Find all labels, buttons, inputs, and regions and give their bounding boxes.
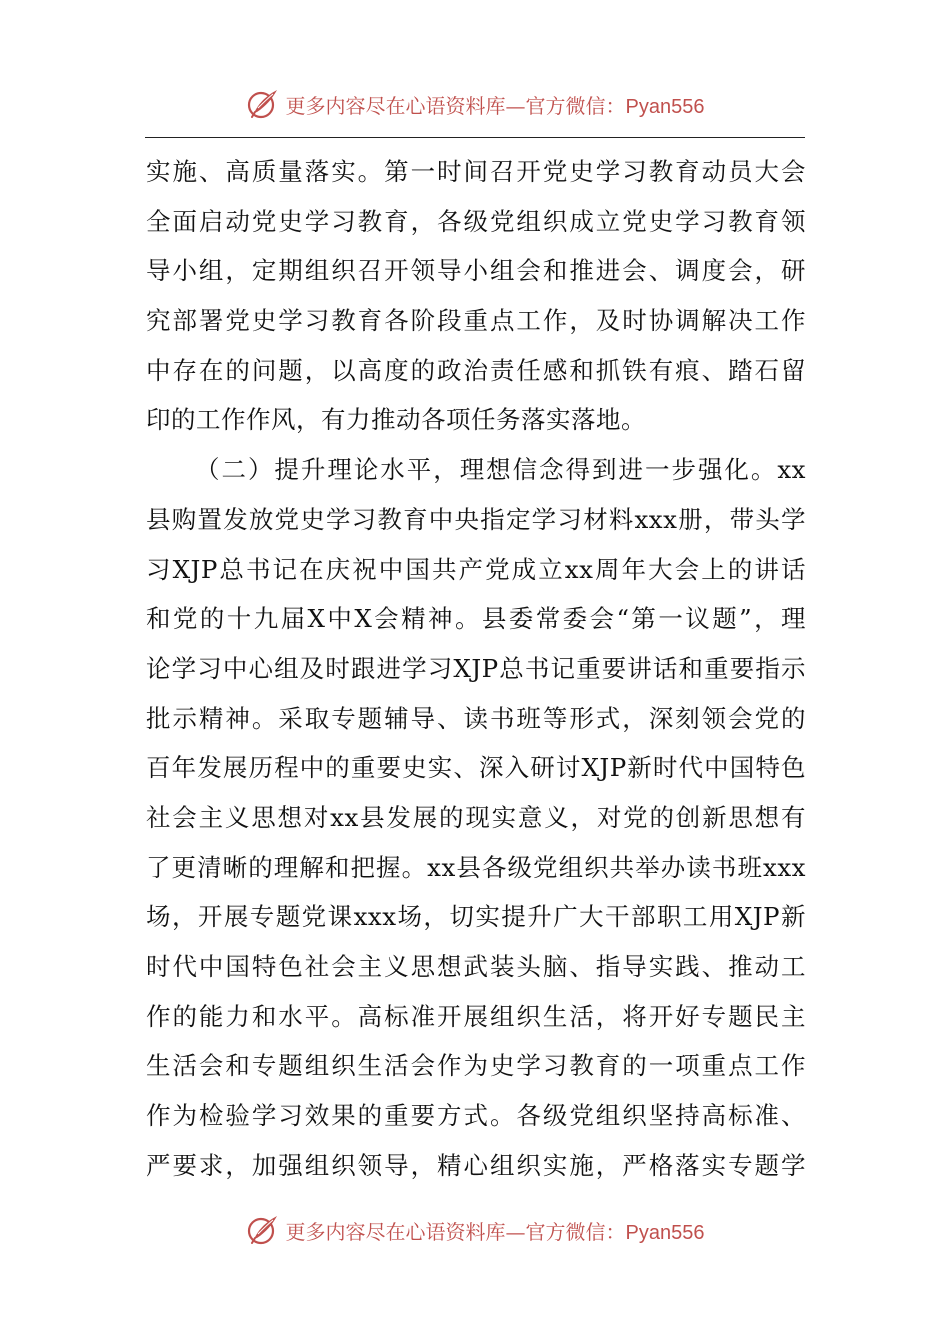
body-line: 实施、高质量落实。第一时间召开党史学习教育动员大会 [146,157,806,186]
body-line: 中存在的问题，以高度的政治责任感和抓铁有痕、踏石留 [146,355,806,385]
body-line: 了更清晰的理解和把握。xx县各级党组织共举办读书班xxx [146,852,806,882]
quill-pen-logo-icon [246,1213,280,1247]
body-line: 和党的十九届X中X会精神。县委常委会“第一议题”，理 [146,604,806,634]
body-line: 作的能力和水平。高标准开展组织生活，将开好专题民主 [146,1001,806,1031]
quill-pen-logo-icon [246,87,280,121]
section-heading-line: （二）提升理论水平，理想信念得到进一步强化。xx [195,455,806,485]
footer-banner [0,1210,950,1250]
header-banner-label: 更多内容尽在心语资料库—官方微信： [285,93,626,118]
body-line: 印的工作作风，有力推动各项任务落实落地。 [146,405,646,435]
body-line: 严要求，加强组织领导，精心组织实施，严格落实专题学 [146,1150,806,1180]
body-line: 习XJP总书记在庆祝中国共产党成立xx周年大会上的讲话 [146,554,806,584]
body-line: 社会主义思想对xx县发展的现实意义，对党的创新思想有 [146,802,806,832]
header-divider [145,137,805,138]
body-line: 全面启动党史学习教育，各级党组织成立党史学习教育领 [146,206,806,236]
body-line: 究部署党史学习教育各阶段重点工作，及时协调解决工作 [146,306,806,336]
document-body [146,147,806,1190]
body-line: 场，开展专题党课xxx场，切实提升广大干部职工用XJP新 [146,902,806,932]
footer-banner-text [286,1216,705,1245]
header-banner [0,84,950,124]
body-line: 导小组，定期组织召开领导小组会和推进会、调度会，研 [146,256,806,286]
body-line: 百年发展历程中的重要史实、深入研讨XJP新时代中国特色 [146,753,806,783]
body-line: 论学习中心组及时跟进学习XJP总书记重要讲话和重要指示 [146,653,806,683]
body-line: 时代中国特色社会主义思想武装头脑、指导实践、推动工 [146,952,806,981]
header-banner-text [286,90,705,119]
body-line: 生活会和专题组织生活会作为史学习教育的一项重点工作 [146,1051,806,1081]
footer-banner-label: 更多内容尽在心语资料库—官方微信： [285,1219,626,1244]
body-line: 作为检验学习效果的重要方式。各级党组织坚持高标准、 [146,1101,806,1131]
body-line: 批示精神。采取专题辅导、读书班等形式，深刻领会党的 [146,703,806,733]
footer-banner-account: Pyan556 [625,1221,705,1244]
body-line: 县购置发放党史学习教育中央指定学习材料xxx册，带头学 [146,504,806,534]
header-banner-account: Pyan556 [625,95,705,118]
